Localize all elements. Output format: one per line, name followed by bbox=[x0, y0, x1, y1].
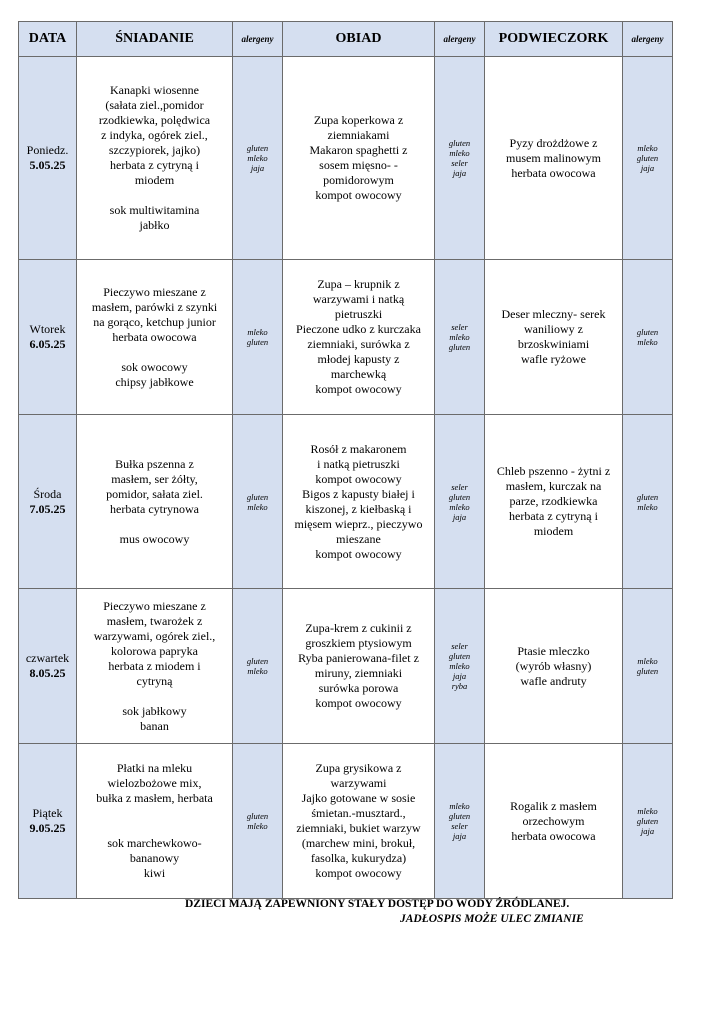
lunch-cell bbox=[283, 589, 435, 744]
menu-line: kiwi bbox=[143, 866, 166, 880]
menu-line: Rogalik z masłem bbox=[510, 798, 597, 813]
footer-change-note: JADŁOSPIS MOŻE ULEC ZMIANIE bbox=[400, 913, 584, 925]
lunch-allergens bbox=[435, 57, 485, 260]
header-breakfast: ŚNIADANIE bbox=[77, 22, 233, 57]
menu-line: masłem, ser żółty, bbox=[111, 471, 198, 486]
day-date: 8.05.25 bbox=[29, 666, 66, 680]
allergen-item: seler bbox=[451, 322, 468, 332]
allergen-item: gluten bbox=[448, 342, 471, 352]
menu-line: sosem mięsno- - bbox=[319, 158, 398, 172]
menu-line: surówka porowa bbox=[318, 681, 399, 695]
day-name: Poniedz. bbox=[26, 143, 69, 157]
allergen-item: jaja bbox=[452, 671, 467, 681]
breakfast-allergens bbox=[233, 57, 283, 260]
menu-line: brzoskwiniami bbox=[517, 337, 590, 351]
menu-line: marchewką bbox=[330, 367, 387, 381]
menu-line: orzechowym bbox=[522, 813, 585, 828]
menu-line: kompot owocowy bbox=[315, 382, 402, 396]
menu-line: musem malinowym bbox=[506, 150, 601, 165]
allergen-item: mleko bbox=[637, 656, 658, 666]
menu-line bbox=[80, 345, 229, 360]
allergen-item: mleko bbox=[247, 821, 268, 831]
menu-line: Zupa – krupnik z bbox=[317, 277, 400, 291]
day-row bbox=[19, 415, 673, 589]
menu-line bbox=[80, 188, 229, 203]
allergen-item: gluten bbox=[246, 491, 269, 502]
allergen-item: gluten bbox=[448, 138, 471, 148]
menu-line: Płatki na mleku bbox=[116, 761, 193, 775]
header-date: DATA bbox=[19, 22, 77, 57]
allergen-item: seler bbox=[451, 158, 468, 168]
snack-cell bbox=[485, 260, 623, 415]
allergen-item: jaja bbox=[640, 163, 655, 173]
allergen-item: mleko bbox=[449, 501, 470, 512]
header-lunch: OBIAD bbox=[283, 22, 435, 57]
breakfast-cell bbox=[77, 415, 233, 589]
day-name: Piątek bbox=[32, 806, 63, 820]
menu-line: wafle andruty bbox=[520, 673, 587, 688]
day-date-cell bbox=[19, 415, 77, 589]
allergen-item: gluten bbox=[636, 666, 659, 676]
menu-line: Pieczywo mieszane z bbox=[103, 284, 206, 299]
menu-line: bułka z masłem, herbata bbox=[96, 791, 213, 805]
menu-line: miodem bbox=[134, 173, 175, 187]
menu-line: banan bbox=[140, 718, 169, 733]
day-date: 7.05.25 bbox=[29, 501, 66, 516]
menu-line: (wyrób własny) bbox=[515, 658, 592, 673]
day-date-cell bbox=[19, 744, 77, 899]
menu-line: sok jabłkowy bbox=[122, 703, 187, 718]
menu-line: młodej kapusty z bbox=[317, 352, 400, 366]
menu-line: fasolka, kukurydza) bbox=[310, 851, 407, 865]
menu-line bbox=[80, 821, 229, 836]
breakfast-cell bbox=[77, 744, 233, 899]
day-date-cell bbox=[19, 589, 77, 744]
header-snack: PODWIECZORK bbox=[485, 22, 623, 57]
menu-line: rzodkiewka, polędwica bbox=[98, 113, 211, 127]
menu-line: sok marchewkowo- bbox=[107, 836, 202, 850]
header-snack-allergens: alergeny bbox=[623, 22, 673, 57]
menu-line: chipsy jabłkowe bbox=[115, 374, 194, 389]
day-date-cell bbox=[19, 57, 77, 260]
allergen-item: seler bbox=[451, 481, 468, 492]
lunch-allergens bbox=[435, 744, 485, 899]
menu-line: z indyka, ogórek ziel., bbox=[101, 128, 208, 142]
allergen-item: mleko bbox=[637, 143, 658, 153]
day-name: czwartek bbox=[25, 651, 70, 665]
menu-line: waniliowy z bbox=[524, 322, 583, 336]
menu-line: kiszonej, z kiełbaską i bbox=[305, 501, 412, 516]
menu-line: mieszane bbox=[336, 531, 381, 546]
menu-line: ziemniaki, bukiet warzyw bbox=[296, 821, 421, 835]
menu-line: Pieczywo mieszane z bbox=[103, 598, 206, 613]
menu-line: (sałata ziel.,pomidor bbox=[105, 98, 204, 112]
allergen-item: jaja bbox=[250, 163, 265, 173]
menu-line: sok owocowy bbox=[121, 359, 188, 374]
breakfast-allergens bbox=[233, 260, 283, 415]
day-date: 6.05.25 bbox=[29, 337, 66, 351]
day-row bbox=[19, 744, 673, 899]
menu-line: miruny, ziemniaki bbox=[314, 666, 403, 680]
menu-line: Bułka pszenna z bbox=[115, 456, 194, 471]
menu-line: herbata z cytryną i bbox=[110, 158, 199, 172]
menu-line: Makaron spaghetti z bbox=[309, 143, 408, 157]
allergen-item: seler bbox=[451, 821, 468, 831]
menu-line: kompot owocowy bbox=[315, 471, 402, 486]
menu-line: herbata owocowa bbox=[511, 828, 596, 843]
menu-line: pietruszki bbox=[334, 307, 383, 321]
allergen-item: gluten bbox=[246, 143, 269, 153]
allergen-item: mleko bbox=[247, 501, 268, 512]
menu-line: masłem, kurczak na bbox=[505, 479, 602, 493]
menu-line: mus owocowy bbox=[119, 531, 190, 546]
breakfast-cell bbox=[77, 260, 233, 415]
menu-line: parze, rzodkiewka bbox=[509, 494, 598, 508]
allergen-item: mleko bbox=[449, 148, 470, 158]
snack-allergens bbox=[623, 260, 673, 415]
day-date: 5.05.25 bbox=[29, 158, 66, 172]
allergen-item: gluten bbox=[246, 337, 269, 347]
menu-line: herbata cytrynowa bbox=[110, 501, 199, 516]
snack-cell bbox=[485, 57, 623, 260]
menu-line: herbata owocowa bbox=[112, 329, 197, 344]
lunch-cell bbox=[283, 744, 435, 899]
menu-line: kompot owocowy bbox=[315, 866, 402, 880]
menu-line: kompot owocowy bbox=[315, 546, 402, 561]
allergen-item: jaja bbox=[452, 831, 467, 841]
menu-line: mięsem wieprz., pieczywo bbox=[294, 516, 423, 531]
lunch-cell bbox=[283, 260, 435, 415]
allergen-item: gluten bbox=[448, 651, 471, 661]
menu-line: miodem bbox=[533, 524, 574, 538]
menu-line: Deser mleczny- serek bbox=[501, 307, 606, 321]
allergen-item: gluten bbox=[636, 816, 659, 826]
lunch-allergens bbox=[435, 589, 485, 744]
menu-line: cytryną bbox=[136, 673, 173, 688]
menu-line: ziemniakami bbox=[327, 128, 390, 142]
menu-line: Bigos z kapusty białej i bbox=[302, 486, 415, 501]
day-row bbox=[19, 57, 673, 260]
menu-line: Zupa-krem z cukinii z bbox=[305, 621, 412, 635]
allergen-item: mleko bbox=[247, 327, 268, 337]
menu-line: masłem, parówki z szynki bbox=[91, 299, 218, 314]
menu-line: kompot owocowy bbox=[315, 696, 402, 710]
menu-line: wielozbożowe mix, bbox=[107, 776, 202, 790]
allergen-item: mleko bbox=[247, 153, 268, 163]
breakfast-allergens bbox=[233, 744, 283, 899]
menu-line: Chleb pszenno - żytni z bbox=[496, 464, 611, 478]
menu-line: Zupa koperkowa z bbox=[313, 113, 404, 127]
snack-allergens bbox=[623, 415, 673, 589]
menu-line: (marchew mini, brokuł, bbox=[301, 836, 416, 850]
snack-cell bbox=[485, 589, 623, 744]
allergen-item: jaja bbox=[452, 168, 467, 178]
footer-water-note: DZIECI MAJĄ ZAPEWNIONY STAŁY DOSTĘP DO WODY ŹRÓDLANEJ. bbox=[185, 898, 570, 910]
allergen-item: mleko bbox=[637, 806, 658, 816]
allergen-item: mleko bbox=[449, 661, 470, 671]
breakfast-allergens bbox=[233, 415, 283, 589]
header-lunch-allergens: alergeny bbox=[435, 22, 485, 57]
allergen-item: mleko bbox=[637, 337, 658, 347]
menu-line: Ptasie mleczko bbox=[517, 643, 590, 658]
lunch-allergens bbox=[435, 260, 485, 415]
header-row bbox=[19, 22, 673, 57]
menu-line bbox=[80, 689, 229, 704]
day-row bbox=[19, 260, 673, 415]
allergen-item: mleko bbox=[637, 501, 658, 512]
menu-line: jabłko bbox=[139, 218, 170, 232]
allergen-item: mleko bbox=[247, 666, 268, 676]
menu-line: sok multiwitamina bbox=[109, 203, 200, 217]
allergen-item: gluten bbox=[448, 811, 471, 821]
menu-line: Pyzy drożdżowe z bbox=[509, 135, 598, 150]
menu-line: Pieczone udko z kurczaka bbox=[296, 322, 421, 336]
allergen-item: gluten bbox=[636, 327, 659, 337]
breakfast-cell bbox=[77, 57, 233, 260]
menu-line: Ryba panierowana-filet z bbox=[298, 651, 419, 665]
menu-line: herbata z cytryną i bbox=[509, 509, 598, 523]
menu-line bbox=[80, 806, 229, 821]
lunch-allergens bbox=[435, 415, 485, 589]
menu-line: kompot owocowy bbox=[315, 188, 402, 202]
menu-table bbox=[18, 21, 673, 899]
day-name: Wtorek bbox=[29, 322, 66, 336]
menu-line: masłem, twarożek z bbox=[106, 613, 203, 628]
allergen-item: gluten bbox=[246, 811, 269, 821]
menu-line: bananowy bbox=[129, 851, 180, 865]
menu-line: warzywami i natką bbox=[312, 292, 405, 306]
allergen-item: gluten bbox=[246, 656, 269, 666]
menu-line: na gorąco, ketchup junior bbox=[93, 314, 216, 329]
menu-line: kolorowa papryka bbox=[111, 643, 198, 658]
allergen-item: jaja bbox=[640, 826, 655, 836]
snack-allergens bbox=[623, 589, 673, 744]
menu-line: herbata z miodem i bbox=[108, 658, 201, 673]
day-date: 9.05.25 bbox=[29, 821, 66, 835]
allergen-item: jaja bbox=[452, 511, 467, 522]
allergen-item: mleko bbox=[449, 801, 470, 811]
day-date-cell bbox=[19, 260, 77, 415]
menu-line: Kanapki wiosenne bbox=[110, 83, 199, 97]
menu-line: wafle ryżowe bbox=[521, 352, 586, 366]
allergen-item: mleko bbox=[449, 332, 470, 342]
menu-line bbox=[80, 517, 229, 532]
menu-line: śmietan.-musztard., bbox=[311, 806, 406, 820]
snack-allergens bbox=[623, 744, 673, 899]
allergen-item: gluten bbox=[636, 153, 659, 163]
menu-line: ziemniaki, surówka z bbox=[307, 337, 410, 351]
menu-line: pomidorowym bbox=[323, 173, 394, 187]
snack-cell bbox=[485, 415, 623, 589]
menu-line: i natką pietruszki bbox=[317, 456, 400, 471]
snack-cell bbox=[485, 744, 623, 899]
menu-line: pomidor, sałata ziel. bbox=[106, 486, 203, 501]
lunch-cell bbox=[283, 415, 435, 589]
header-breakfast-allergens: alergeny bbox=[233, 22, 283, 57]
allergen-item: gluten bbox=[636, 491, 659, 502]
day-name: Środa bbox=[33, 486, 62, 501]
menu-line: Zupa grysikowa z bbox=[315, 761, 402, 775]
allergen-item: gluten bbox=[448, 491, 471, 502]
menu-line: groszkiem ptysiowym bbox=[305, 636, 412, 650]
menu-line: Jajko gotowane w sosie bbox=[301, 791, 416, 805]
menu-line: warzywami, ogórek ziel., bbox=[93, 628, 216, 643]
lunch-cell bbox=[283, 57, 435, 260]
menu-line: warzywami bbox=[330, 776, 387, 790]
menu-line: herbata owocowa bbox=[511, 165, 596, 180]
breakfast-allergens bbox=[233, 589, 283, 744]
day-row bbox=[19, 589, 673, 744]
breakfast-cell bbox=[77, 589, 233, 744]
allergen-item: ryba bbox=[451, 681, 468, 691]
allergen-item: seler bbox=[451, 641, 468, 651]
snack-allergens bbox=[623, 57, 673, 260]
menu-line: szczypiorek, jajko) bbox=[108, 143, 201, 157]
menu-line: Rosół z makaronem bbox=[310, 441, 407, 456]
